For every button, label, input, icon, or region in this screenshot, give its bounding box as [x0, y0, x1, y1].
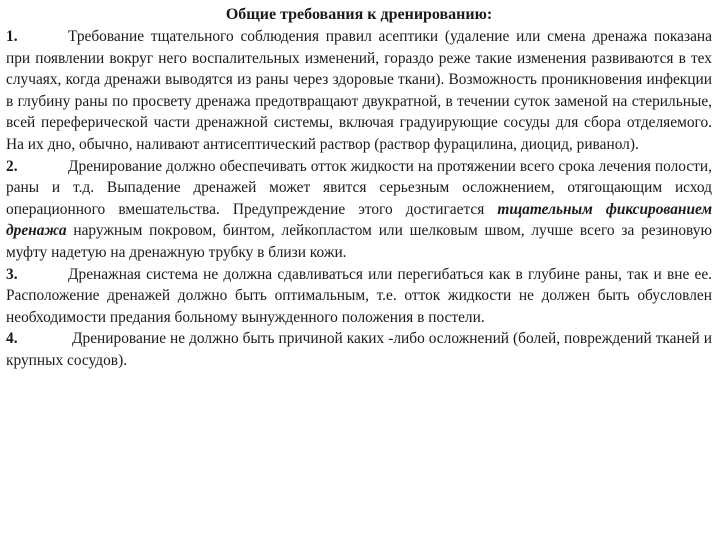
item-text-continued: наружным покровом, бинтом, лейкопластом или шелковым швом, лучше всего за резиновую муфту надетую на дренажную трубку в близи кожи.: [6, 222, 712, 261]
slide: [6, 4, 712, 372]
requirement-3: [6, 264, 712, 329]
item-number: 3.: [6, 265, 18, 283]
requirement-4: [6, 328, 712, 371]
item-text: Дренирование не должно быть причиной каких -либо осложнений (болей, повреждений тканей и крупных сосудов).: [6, 330, 712, 369]
item-number: 1.: [6, 28, 18, 45]
item-number: 2.: [6, 157, 18, 175]
requirement-1: [6, 26, 712, 156]
emphasis-text: тщательным фиксированием дренажа: [6, 200, 712, 240]
item-number: 4.: [6, 330, 18, 348]
item-text: Требование тщательного соблюдения правил асептики (удаление или смена дренажа показана при появлении вокруг него воспалительных изменений, гораздо реже такие изменения развиваются в тех случаях, когда дренажи выводятся из раны через здоровые ткани). Возможность проникновения инфекции в глубину раны по просвету дренажа предотвращают двукратной, в течении суток заменой на стерильные, всей переферической части дренажной системы, включая градуирующие сосуды для сбора отделяемого. На их дно, обычно, наливают антисептический раствор (раствор фурацилина, диоцид, риванол).: [6, 28, 712, 153]
item-text: Дренирование должно обеспечивать отток жидкости на протяжении всего срока лечения полости, раны и т.д. Выпадение дренажей может явится серьезным осложнением, отягощающим исход операционного вмешательства. Предупреждение этого достигается: [6, 157, 712, 218]
page-title: Общие требования к дренированию:: [225, 6, 493, 23]
requirement-2: [6, 156, 712, 264]
item-text: Дренажная система не должна сдавливаться или перегибаться как в глубине раны, так и вне ее. Расположение дренажей должно быть оптимальным, т.е. отток жидкости не должен быть обусловлен необходимости предания больному вынужденного положения в постели.: [6, 265, 712, 326]
